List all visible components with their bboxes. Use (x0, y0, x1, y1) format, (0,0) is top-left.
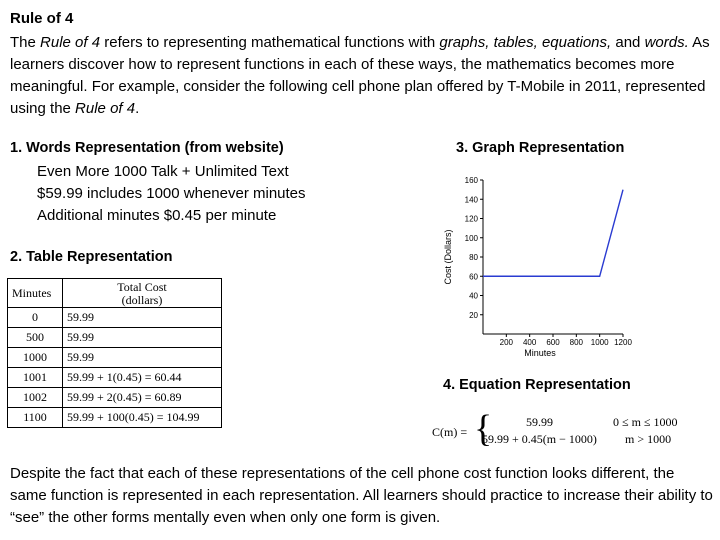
table-heading: 2. Table Representation (10, 249, 173, 265)
intro-text: The (10, 34, 41, 51)
table-row (8, 388, 222, 408)
y-tick-label: 140 (464, 195, 478, 205)
col-total-header (63, 279, 222, 308)
y-tick-label: 60 (469, 272, 478, 282)
cost-cell: 59.99 (63, 328, 222, 348)
intro-paragraph (10, 32, 710, 120)
minutes-cell: 1002 (8, 388, 63, 408)
intro-italic-words: words. (644, 34, 689, 51)
equation-row1-expression: 59.99 (526, 415, 553, 429)
minutes-cell: 1100 (8, 408, 63, 428)
equation-row2-expression: 59.99 + 0.45(m − 1000) (482, 432, 597, 446)
intro-text: . (135, 100, 140, 117)
words-heading: 1. Words Representation (from website) (10, 140, 284, 156)
table-row (8, 348, 222, 368)
graph-axes (483, 180, 623, 334)
col-total-header-line2: (dollars) (121, 293, 163, 307)
intro-italic-rule: Rule of 4 (75, 100, 136, 117)
equation-lhs: C(m) = (432, 425, 468, 439)
conclusion-paragraph: Despite the fact that each of these representations of the cell phone cost function looks different, the same function is represented in each representation. All learners should practice to increase their ability to “see” the other forms mentally even when only one form is given. (10, 465, 713, 526)
cost-cell: 59.99 + 1(0.45) = 60.44 (63, 368, 222, 388)
y-tick-label: 40 (469, 291, 478, 301)
equation-row1-condition: 0 ≤ m ≤ 1000 (613, 415, 678, 429)
cost-table (7, 278, 222, 428)
col-minutes-header: Minutes (8, 279, 63, 308)
x-tick-label: 1000 (590, 338, 609, 347)
words-line: Additional minutes $0.45 per minute (37, 207, 277, 224)
x-tick-label: 1200 (614, 338, 632, 347)
x-tick-label: 400 (522, 338, 537, 347)
y-tick-label: 100 (464, 233, 478, 243)
col-total-header-line1: Total Cost (117, 280, 167, 294)
y-tick-label: 120 (464, 214, 478, 224)
table-row (8, 328, 222, 348)
graph-heading: 3. Graph Representation (456, 140, 625, 156)
cost-cell: 59.99 + 100(0.45) = 104.99 (63, 408, 222, 428)
cost-cell: 59.99 (63, 348, 222, 368)
table-row (8, 408, 222, 428)
graph-series (483, 190, 623, 277)
words-line: $59.99 includes 1000 whenever minutes (37, 185, 306, 202)
intro-italic-forms: graphs, tables, equations, (439, 34, 612, 51)
words-lines (37, 161, 306, 227)
x-axis-label: Minutes (524, 348, 556, 358)
x-tick-label: 600 (546, 338, 560, 347)
cost-series-line (483, 190, 623, 277)
minutes-cell: 1001 (8, 368, 63, 388)
x-tick-label: 200 (499, 338, 514, 347)
cost-graph (430, 170, 640, 360)
table-header-row (8, 279, 222, 308)
y-tick-label: 160 (464, 176, 478, 185)
intro-text: refers to representing mathematical functions with (100, 34, 440, 51)
minutes-cell: 1000 (8, 348, 63, 368)
equation-heading: 4. Equation Representation (443, 377, 631, 393)
table-row (8, 368, 222, 388)
minutes-cell: 500 (8, 328, 63, 348)
words-line: Even More 1000 Talk + Unlimited Text (37, 163, 289, 180)
equation-row2-condition: m > 1000 (625, 432, 672, 446)
cost-cell: 59.99 + 2(0.45) = 60.89 (63, 388, 222, 408)
table-row (8, 308, 222, 328)
y-tick-label: 20 (469, 310, 478, 320)
left-brace-symbol: { (474, 408, 493, 450)
y-axis-label: Cost (Dollars) (443, 229, 453, 285)
graph-ticks (465, 176, 633, 347)
page-title: Rule of 4 (10, 10, 74, 27)
intro-text: As learners discover how to represent functions in each of these ways, the mathematics becomes more meaningful. For example, consider the following cell phone plan offered by T-Mobile in 2011, represented using the (10, 34, 710, 117)
intro-italic-rule: Rule of 4 (40, 34, 101, 51)
y-tick-label: 80 (469, 253, 478, 262)
x-tick-label: 800 (569, 338, 584, 347)
cost-cell: 59.99 (63, 308, 222, 328)
intro-text: and (611, 34, 645, 51)
minutes-cell: 0 (8, 308, 63, 328)
